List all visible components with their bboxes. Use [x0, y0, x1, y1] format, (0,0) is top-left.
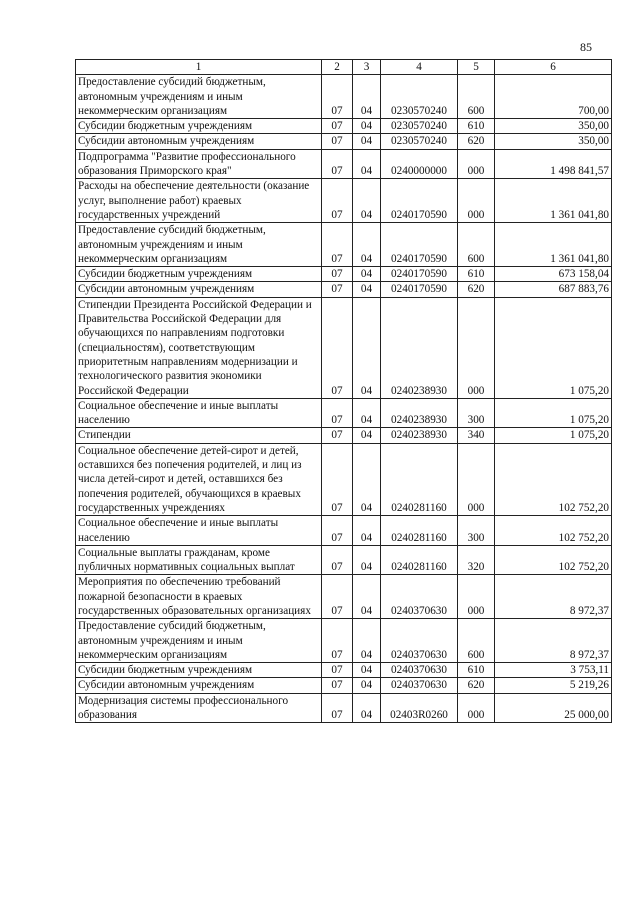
row-subsection: 04 [353, 575, 381, 619]
row-subsection: 04 [353, 282, 381, 297]
table-row [76, 297, 612, 398]
row-type: 000 [458, 149, 495, 179]
table-row [76, 516, 612, 546]
row-name: Предоставление субсидий бюджетным, автономным учреждениям и иным некоммерческим организациям [76, 619, 322, 663]
row-code: 0240281160 [381, 443, 458, 515]
row-code: 0230570240 [381, 75, 458, 119]
row-section: 07 [322, 119, 353, 134]
row-section: 07 [322, 267, 353, 282]
row-section: 07 [322, 663, 353, 678]
row-section: 07 [322, 134, 353, 149]
row-amount: 1 075,20 [495, 398, 612, 428]
table-row [76, 619, 612, 663]
header-type: 5 [458, 60, 495, 75]
row-type: 620 [458, 282, 495, 297]
row-type: 340 [458, 428, 495, 443]
row-amount: 1 361 041,80 [495, 179, 612, 223]
row-name: Субсидии автономным учреждениям [76, 134, 322, 149]
header-section: 2 [322, 60, 353, 75]
row-subsection: 04 [353, 619, 381, 663]
row-subsection: 04 [353, 267, 381, 282]
header-row [76, 60, 612, 75]
row-name: Социальное обеспечение и иные выплаты населению [76, 516, 322, 546]
row-amount: 5 219,26 [495, 678, 612, 693]
row-type: 620 [458, 134, 495, 149]
row-code: 0240238930 [381, 297, 458, 398]
row-name: Субсидии бюджетным учреждениям [76, 663, 322, 678]
table-row [76, 693, 612, 723]
row-code: 0240000000 [381, 149, 458, 179]
row-section: 07 [322, 398, 353, 428]
row-code: 0240370630 [381, 575, 458, 619]
row-amount: 8 972,37 [495, 575, 612, 619]
table-row [76, 428, 612, 443]
table-row [76, 663, 612, 678]
table-row [76, 267, 612, 282]
row-name: Стипендии Президента Российской Федерации и Правительства Российской Федерации для обучающихся по направлениям подготовки (специальностям), соответствующим приоритетным направлениям модернизации и технологического развития экономики Российской Федерации [76, 297, 322, 398]
row-code: 0240238930 [381, 398, 458, 428]
row-amount: 1 361 041,80 [495, 223, 612, 267]
row-subsection: 04 [353, 663, 381, 678]
table-row [76, 678, 612, 693]
row-amount: 1 498 841,57 [495, 149, 612, 179]
row-name: Субсидии автономным учреждениям [76, 282, 322, 297]
table-row [76, 575, 612, 619]
header-code: 4 [381, 60, 458, 75]
budget-table [75, 59, 612, 723]
row-subsection: 04 [353, 149, 381, 179]
row-code: 0240370630 [381, 663, 458, 678]
row-code: 0240281160 [381, 516, 458, 546]
row-name: Предоставление субсидий бюджетным, автономным учреждениям и иным некоммерческим организациям [76, 75, 322, 119]
row-amount: 3 753,11 [495, 663, 612, 678]
header-amount: 6 [495, 60, 612, 75]
row-section: 07 [322, 428, 353, 443]
row-section: 07 [322, 619, 353, 663]
row-amount: 102 752,20 [495, 516, 612, 546]
row-subsection: 04 [353, 516, 381, 546]
row-name: Субсидии автономным учреждениям [76, 678, 322, 693]
header-subsection: 3 [353, 60, 381, 75]
row-amount: 102 752,20 [495, 443, 612, 515]
row-amount: 25 000,00 [495, 693, 612, 723]
row-code: 0240370630 [381, 678, 458, 693]
row-subsection: 04 [353, 545, 381, 575]
row-code: 0240238930 [381, 428, 458, 443]
row-amount: 673 158,04 [495, 267, 612, 282]
row-code: 0240170590 [381, 179, 458, 223]
row-subsection: 04 [353, 223, 381, 267]
row-section: 07 [322, 223, 353, 267]
row-type: 600 [458, 223, 495, 267]
row-subsection: 04 [353, 75, 381, 119]
row-type: 600 [458, 75, 495, 119]
table-row [76, 398, 612, 428]
row-type: 610 [458, 267, 495, 282]
row-amount: 1 075,20 [495, 428, 612, 443]
row-section: 07 [322, 516, 353, 546]
row-name: Социальные выплаты гражданам, кроме публичных нормативных социальных выплат [76, 545, 322, 575]
table-row [76, 443, 612, 515]
header-name: 1 [76, 60, 322, 75]
row-type: 000 [458, 179, 495, 223]
row-section: 07 [322, 443, 353, 515]
table-row [76, 282, 612, 297]
row-type: 600 [458, 619, 495, 663]
row-subsection: 04 [353, 398, 381, 428]
row-section: 07 [322, 179, 353, 223]
row-name: Стипендии [76, 428, 322, 443]
row-subsection: 04 [353, 693, 381, 723]
row-subsection: 04 [353, 179, 381, 223]
row-section: 07 [322, 693, 353, 723]
row-code: 0240170590 [381, 267, 458, 282]
row-amount: 1 075,20 [495, 297, 612, 398]
row-name: Социальное обеспечение детей-сирот и детей, оставшихся без попечения родителей, и лиц из числа детей-сирот и детей, оставшихся без попечения родителей, обучающихся в краевых государственных учреждениях [76, 443, 322, 515]
row-amount: 8 972,37 [495, 619, 612, 663]
row-code: 0230570240 [381, 134, 458, 149]
table-row [76, 179, 612, 223]
table-row [76, 223, 612, 267]
row-code: 0240170590 [381, 223, 458, 267]
row-type: 000 [458, 575, 495, 619]
page-number: 85 [580, 40, 592, 54]
row-subsection: 04 [353, 297, 381, 398]
row-name: Субсидии бюджетным учреждениям [76, 119, 322, 134]
row-name: Мероприятия по обеспечению требований пожарной безопасности в краевых государственных образовательных организациях [76, 575, 322, 619]
row-section: 07 [322, 575, 353, 619]
row-subsection: 04 [353, 428, 381, 443]
row-name: Расходы на обеспечение деятельности (оказание услуг, выполнение работ) краевых государственных учреждений [76, 179, 322, 223]
row-type: 300 [458, 398, 495, 428]
row-code: 0240170590 [381, 282, 458, 297]
row-name: Подпрограмма "Развитие профессионального образования Приморского края" [76, 149, 322, 179]
row-name: Модернизация системы профессионального образования [76, 693, 322, 723]
row-type: 000 [458, 443, 495, 515]
row-section: 07 [322, 545, 353, 575]
row-section: 07 [322, 297, 353, 398]
row-name: Социальное обеспечение и иные выплаты населению [76, 398, 322, 428]
row-section: 07 [322, 149, 353, 179]
row-type: 000 [458, 297, 495, 398]
table-row [76, 134, 612, 149]
table-row [76, 149, 612, 179]
row-amount: 350,00 [495, 119, 612, 134]
row-amount: 350,00 [495, 134, 612, 149]
table-row [76, 119, 612, 134]
row-code: 02403R0260 [381, 693, 458, 723]
row-code: 0240281160 [381, 545, 458, 575]
row-name: Субсидии бюджетным учреждениям [76, 267, 322, 282]
row-type: 610 [458, 119, 495, 134]
table-row [76, 75, 612, 119]
row-section: 07 [322, 282, 353, 297]
row-subsection: 04 [353, 678, 381, 693]
row-type: 320 [458, 545, 495, 575]
row-type: 300 [458, 516, 495, 546]
row-subsection: 04 [353, 443, 381, 515]
row-amount: 102 752,20 [495, 545, 612, 575]
row-type: 610 [458, 663, 495, 678]
row-type: 000 [458, 693, 495, 723]
row-subsection: 04 [353, 119, 381, 134]
row-code: 0240370630 [381, 619, 458, 663]
table-row [76, 545, 612, 575]
row-amount: 687 883,76 [495, 282, 612, 297]
row-section: 07 [322, 678, 353, 693]
row-amount: 700,00 [495, 75, 612, 119]
row-subsection: 04 [353, 134, 381, 149]
row-section: 07 [322, 75, 353, 119]
row-code: 0230570240 [381, 119, 458, 134]
row-type: 620 [458, 678, 495, 693]
row-name: Предоставление субсидий бюджетным, автономным учреждениям и иным некоммерческим организациям [76, 223, 322, 267]
